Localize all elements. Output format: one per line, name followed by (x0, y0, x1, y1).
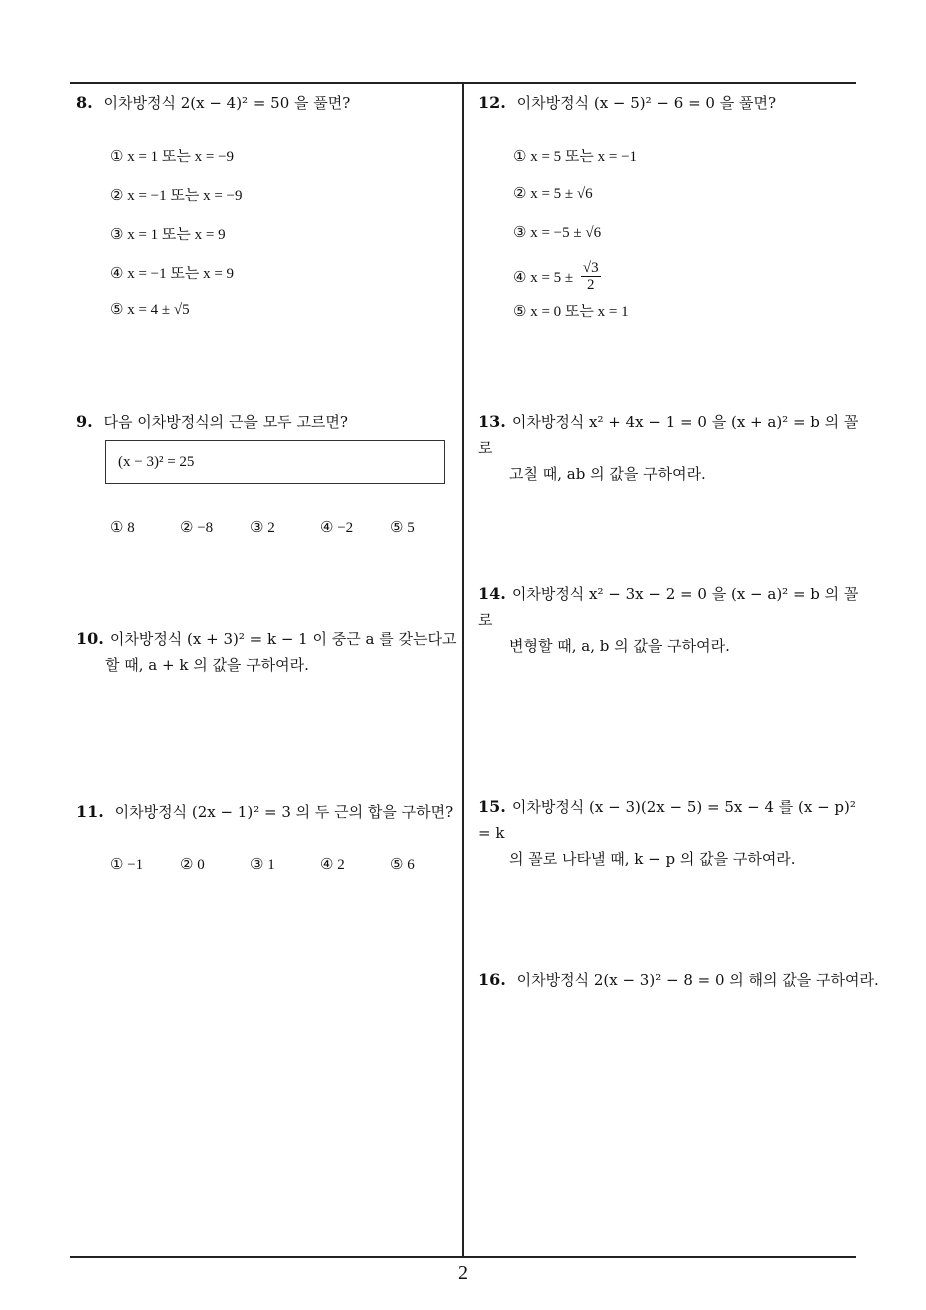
q9-option-4[interactable]: ④ −2 (320, 520, 354, 536)
question-text-line1: 이차방정식 x² + 4x − 1 = 0 을 (x + a)² = b 의 꼴로 (478, 413, 859, 457)
q11-option-3[interactable]: ③ 1 (250, 857, 275, 873)
question-text-line2: 할 때, a + k 의 값을 구하여라. (105, 656, 309, 674)
question-9 (76, 409, 348, 435)
fraction-numerator: √3 (582, 260, 599, 276)
q8-option-3[interactable]: ③ x = 1 또는 x = 9 (110, 227, 226, 243)
question-text: 이차방정식 2(x − 4)² = 50 을 풀면? (103, 94, 351, 112)
q8-option-1[interactable]: ① x = 1 또는 x = −9 (110, 149, 235, 165)
question-8 (76, 90, 350, 116)
q8-option-2[interactable]: ② x = −1 또는 x = −9 (110, 188, 243, 204)
question-number: 10. (76, 629, 104, 648)
question-15 (478, 794, 862, 872)
q8-option-4[interactable]: ④ x = −1 또는 x = 9 (110, 266, 235, 282)
question-text-line2: 변형할 때, a, b 의 값을 구하여라. (509, 637, 730, 655)
q11-option-1[interactable]: ① −1 (110, 857, 144, 873)
question-text: 다음 이차방정식의 근을 모두 고르면? (103, 413, 348, 431)
question-text-line2: 의 꼴로 나타낼 때, k − p 의 값을 구하여라. (509, 850, 796, 868)
question-12 (478, 90, 776, 116)
fraction (581, 260, 601, 293)
question-text: 이차방정식 (x − 5)² − 6 = 0 을 풀면? (516, 94, 777, 112)
question-text: 이차방정식 2(x − 3)² − 8 = 0 의 해의 값을 구하여라. (516, 971, 879, 989)
question-16 (478, 967, 879, 993)
q11-option-5[interactable]: ⑤ 6 (390, 857, 415, 873)
question-number: 13. (478, 412, 506, 431)
q12-option-3[interactable]: ③ x = −5 ± √6 (513, 225, 602, 241)
q9-option-1[interactable]: ① 8 (110, 520, 135, 536)
question-11 (76, 799, 453, 825)
q12-option-4[interactable] (513, 262, 601, 295)
q8-option-5[interactable]: ⑤ x = 4 ± √5 (110, 302, 190, 318)
question-number: 8. (76, 93, 93, 112)
bottom-rule (70, 1256, 856, 1258)
question-13 (478, 409, 862, 487)
q9-options (110, 518, 450, 538)
question-text-line1: 이차방정식 (x + 3)² = k − 1 이 중근 a 를 갖는다고 (109, 630, 457, 648)
question-number: 11. (76, 802, 104, 821)
question-text-line1: 이차방정식 x² − 3x − 2 = 0 을 (x − a)² = b 의 꼴로 (478, 585, 859, 629)
question-number: 9. (76, 412, 93, 431)
question-number: 12. (478, 93, 506, 112)
q11-options (110, 855, 450, 875)
q12-option-5[interactable]: ⑤ x = 0 또는 x = 1 (513, 304, 629, 320)
q12-option-1[interactable]: ① x = 5 또는 x = −1 (513, 149, 638, 165)
question-text-line2: 고칠 때, ab 의 값을 구하여라. (509, 465, 706, 483)
question-number: 16. (478, 970, 506, 989)
q9-option-5[interactable]: ⑤ 5 (390, 520, 415, 536)
q9-option-2[interactable]: ② −8 (180, 520, 214, 536)
page-number: 2 (458, 1262, 468, 1284)
equation-box: (x − 3)² = 25 (105, 440, 445, 484)
question-number: 14. (478, 584, 506, 603)
q11-option-2[interactable]: ② 0 (180, 857, 205, 873)
q11-option-4[interactable]: ④ 2 (320, 857, 345, 873)
q12-option-4-label: ④ x = 5 ± (513, 269, 574, 286)
question-text: 이차방정식 (2x − 1)² = 3 의 두 근의 합을 구하면? (114, 803, 454, 821)
question-14 (478, 581, 862, 659)
question-number: 15. (478, 797, 506, 816)
question-10 (76, 626, 460, 678)
question-text-line1: 이차방정식 (x − 3)(2x − 5) = 5x − 4 를 (x − p)² = k (478, 798, 856, 842)
q9-option-3[interactable]: ③ 2 (250, 520, 275, 536)
fraction-denominator: 2 (587, 277, 595, 293)
column-divider (462, 82, 464, 1257)
q12-option-2[interactable]: ② x = 5 ± √6 (513, 186, 593, 202)
